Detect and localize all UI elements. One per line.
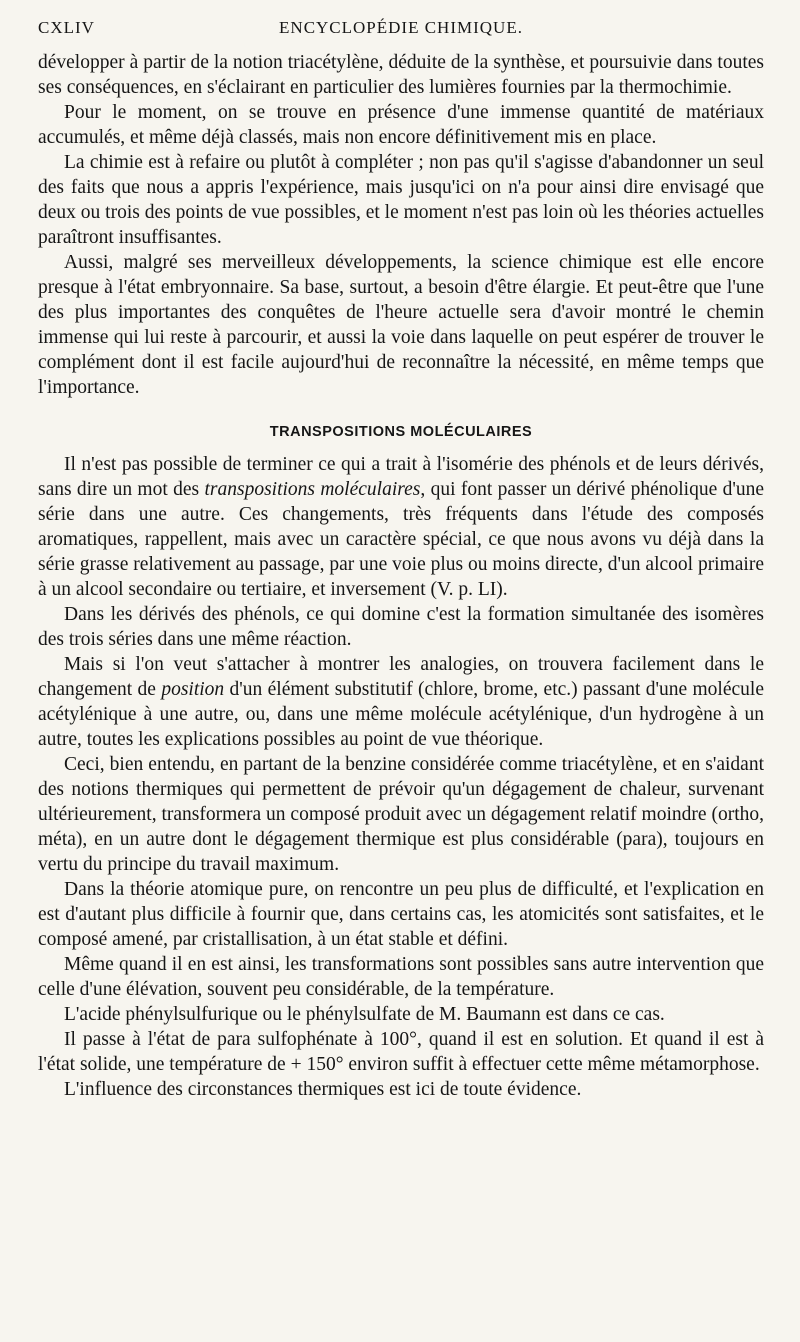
paragraph-text: Mais si l'on veut s'attacher à montrer les analogies, on trouvera facilement dans le changement de <box>38 654 764 700</box>
section-paragraph-2: Dans les dérivés des phénols, ce qui domine c'est la formation simultanée des isomères des trois séries dans une même réaction. <box>38 604 764 650</box>
section-paragraph-5: Dans la théorie atomique pure, on rencontre un peu plus de difficulté, et l'explication en est d'autant plus difficile à fournir que, dans certains cas, les atomicités sont satisfaites, et le composé amené, par cristallisation, à un état stable et défini. <box>38 879 764 950</box>
section-paragraph-7: L'acide phénylsulfurique ou le phénylsulfate de M. Baumann est dans ce cas. <box>64 1004 665 1025</box>
page-number: CXLIV <box>38 18 95 37</box>
running-header <box>38 14 764 40</box>
running-title: ENCYCLOPÉDIE CHIMIQUE. <box>279 18 523 37</box>
paragraph-text: , qui font passer un dérivé phénolique d'une série dans une autre. Ces changements, très fréquents dans l'étude des composés aromatiques, rappellent, mais avec un caractère spécial, ce que nous avons vu déjà dans la série grasse relativement au passage, par une voie plus ou moins directe, d'un alcool primaire à un alcool secondaire ou tertiaire, et inversement (V. p. LI). <box>38 479 765 600</box>
intro-paragraph-4: Aussi, malgré ses merveilleux développements, la science chimique est elle encore presque à l'état embryonnaire. Sa base, surtout, a besoin d'être élargie. Et peut-être que l'une des plus importantes des conquêtes de l'heure actuelle sera d'avoir montré le chemin immense qui lui reste à parcourir, et aussi la voie dans laquelle on peut espérer de trouver le complément dont il est facile aujourd'hui de reconnaître la nécessité, en même temps que l'importance. <box>38 252 764 398</box>
italic-term: position <box>161 679 225 700</box>
section-paragraph-1 <box>38 452 764 602</box>
italic-term: transpositions moléculaires <box>204 479 421 500</box>
section-paragraph-4: Ceci, bien entendu, en partant de la benzine considérée comme triacétylène, et en s'aidant des notions thermiques qui permettent de prévoir qu'un dégagement de chaleur, survenant ultérieurement, transformera un composé produit avec un dégagement relatif moindre (ortho, méta), en un autre dont le dégagement thermique est plus considérable (para), toujours en vertu du principe du travail maximum. <box>38 754 764 875</box>
section-paragraph-6: Même quand il en est ainsi, les transformations sont possibles sans autre intervention que celle d'une élévation, souvent peu considérable, de la température. <box>38 954 764 1000</box>
section-paragraph-3 <box>38 652 764 752</box>
paragraph-text: d'un élément substitutif (chlore, brome, etc.) passant d'une molécule acétylénique à une autre, ou, dans une même molécule acétylénique, d'un hydrogène à un autre, toutes les explications possibles au point de vue théorique. <box>38 679 764 750</box>
section-paragraph-9: L'influence des circonstances thermiques est ici de toute évidence. <box>64 1079 582 1100</box>
section-heading: TRANSPOSITIONS MOLÉCULAIRES <box>269 424 533 440</box>
intro-paragraph-1: développer à partir de la notion triacétylène, déduite de la synthèse, et poursuivie dans toutes ses conséquences, en s'éclairant en particulier des lumières fournies par la thermochimie. <box>38 52 764 98</box>
intro-paragraph-2: Pour le moment, on se trouve en présence d'une immense quantité de matériaux accumulés, et même déjà classés, mais non encore définitivement mis en place. <box>38 102 764 148</box>
intro-paragraph-3: La chimie est à refaire ou plutôt à compléter ; non pas qu'il s'agisse d'abandonner un seul des faits que nous a appris l'expérience, mais jusqu'ici on n'a pour ainsi dire envisagé que deux ou trois des points de vue possibles, et le moment n'est pas loin où les théories actuelles paraîtront insuffisantes. <box>38 152 764 248</box>
section-paragraph-8: Il passe à l'état de para sulfophénate à 100°, quand il est en solution. Et quand il est à l'état solide, une température de + 150° environ suffit à effectuer cette même métamorphose. <box>38 1029 764 1075</box>
paragraph-text: Il n'est pas possible de terminer ce qui a trait à l'isomérie des phénols et de leurs dérivés, sans dire un mot des <box>38 454 764 500</box>
